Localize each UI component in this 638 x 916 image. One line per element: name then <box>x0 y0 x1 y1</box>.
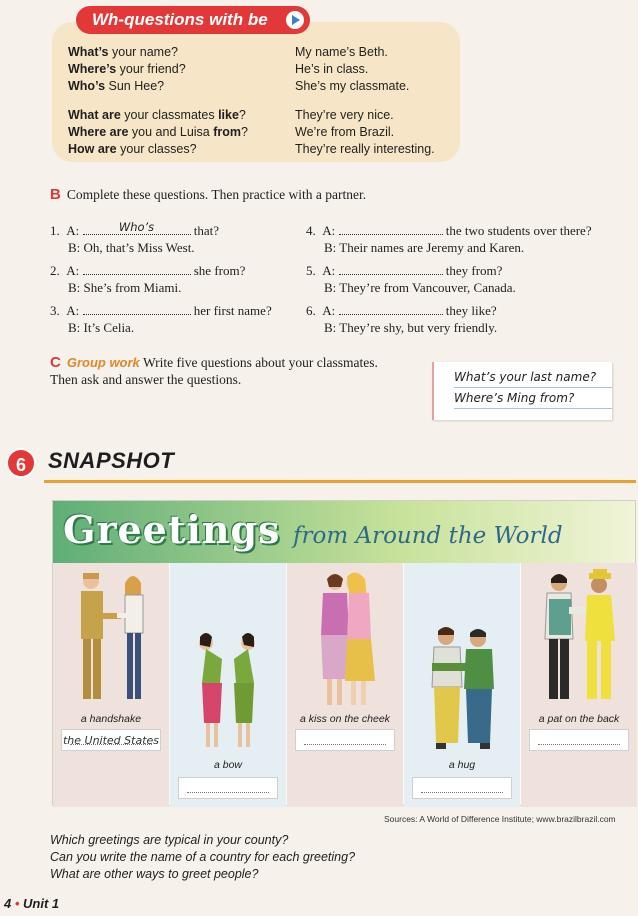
kiss-illustration <box>295 569 395 709</box>
exercise-item-5: 5. A: they from? B: They’re from Vancouver, Canada. <box>306 263 516 295</box>
bullet-icon: • <box>14 896 20 911</box>
unit-label: Unit 1 <box>23 896 60 911</box>
answer-blank[interactable] <box>339 262 443 275</box>
greetings-banner <box>53 501 635 563</box>
audio-play-icon[interactable] <box>286 11 304 29</box>
hug-illustration <box>412 623 512 755</box>
greeting-column-hug <box>404 563 520 807</box>
exercise-item-2: 2. A: she from? B: She’s from Miami. <box>50 263 246 295</box>
banner-title: Greetings <box>63 507 281 552</box>
greetings-panel <box>52 500 636 806</box>
grammar-question: How are your classes? <box>68 142 197 156</box>
section-b-instruction: B Complete these questions. Then practice with a partner. <box>50 186 367 203</box>
greeting-column-pat <box>521 563 637 807</box>
section-c-instruction: C Group work Write five questions about your classmates. Then ask and answer the questions. <box>50 354 378 387</box>
greeting-answer-box[interactable] <box>178 777 278 799</box>
exercise-item-1: 1. A: Who’s that? B: Oh, that’s Miss West. <box>50 220 220 255</box>
greeting-caption: a kiss on the cheek <box>300 713 390 725</box>
grammar-question: Where are you and Luisa from? <box>68 125 248 139</box>
grammar-answer: They’re really interesting. <box>295 142 435 156</box>
grammar-answer: My name’s Beth. <box>295 45 388 59</box>
note-line: Where’s Ming from? <box>454 388 612 409</box>
bow-illustration <box>176 623 280 753</box>
discussion-questions <box>50 832 355 883</box>
page-number: 4 <box>4 896 12 911</box>
page-footer <box>4 896 59 911</box>
handshake-illustration <box>61 569 161 709</box>
snapshot-title: SNAPSHOT <box>48 448 175 473</box>
discussion-question: What are other ways to greet people? <box>50 867 259 881</box>
greeting-answer-box[interactable]: the United States <box>61 729 161 751</box>
exercise-item-6: 6. A: they like? B: They’re shy, but very friendly. <box>306 303 498 335</box>
greeting-caption: a pat on the back <box>538 713 620 725</box>
sources-credit: Sources: A World of Difference Institute; www.brazilbrazil.com <box>384 814 616 824</box>
exercise-item-4: 4. A: the two students over there? B: Their names are Jeremy and Karen. <box>306 223 592 255</box>
snapshot-divider <box>44 480 636 483</box>
greeting-answer-box[interactable] <box>529 729 629 751</box>
exercise-item-3: 3. A: her first name? B: It’s Celia. <box>50 303 272 335</box>
grammar-answer: She’s my classmate. <box>295 79 410 93</box>
greeting-answer-box[interactable] <box>295 729 395 751</box>
answer-blank[interactable] <box>83 262 191 275</box>
grammar-answer: We’re from Brazil. <box>295 125 395 139</box>
pat-illustration <box>529 569 629 709</box>
discussion-question: Which greetings are typical in your county? <box>50 833 289 847</box>
answer-blank[interactable] <box>339 222 443 235</box>
grammar-title: Wh-questions with be <box>76 6 310 34</box>
greeting-answer-box[interactable] <box>412 777 512 799</box>
banner-subtitle: from Around the World <box>293 523 563 549</box>
greeting-column-bow <box>170 563 286 807</box>
note-line: What’s your last name? <box>454 367 612 388</box>
grammar-answers <box>295 44 435 158</box>
answer-blank[interactable] <box>83 302 191 315</box>
greeting-caption: a bow <box>213 759 243 771</box>
grammar-answer: He’s in class. <box>295 62 369 76</box>
discussion-question: Can you write the name of a country for each greeting? <box>50 850 356 864</box>
grammar-question: What’s your name? <box>68 45 178 59</box>
answer-blank[interactable]: Who’s <box>83 222 191 235</box>
grammar-answer: They’re very nice. <box>295 108 394 122</box>
grammar-question: What are your classmates like? <box>68 108 246 122</box>
greeting-caption: a handshake <box>80 713 142 725</box>
example-notepad <box>432 362 612 420</box>
answer-blank[interactable] <box>339 302 443 315</box>
greeting-column-kiss <box>287 563 403 807</box>
snapshot-number-badge: 6 <box>6 448 36 478</box>
grammar-questions <box>68 44 248 158</box>
greeting-column-handshake <box>53 563 169 807</box>
greeting-caption: a hug <box>448 759 476 771</box>
grammar-question: Where’s your friend? <box>68 62 186 76</box>
grammar-question: Who’s Sun Hee? <box>68 79 165 93</box>
